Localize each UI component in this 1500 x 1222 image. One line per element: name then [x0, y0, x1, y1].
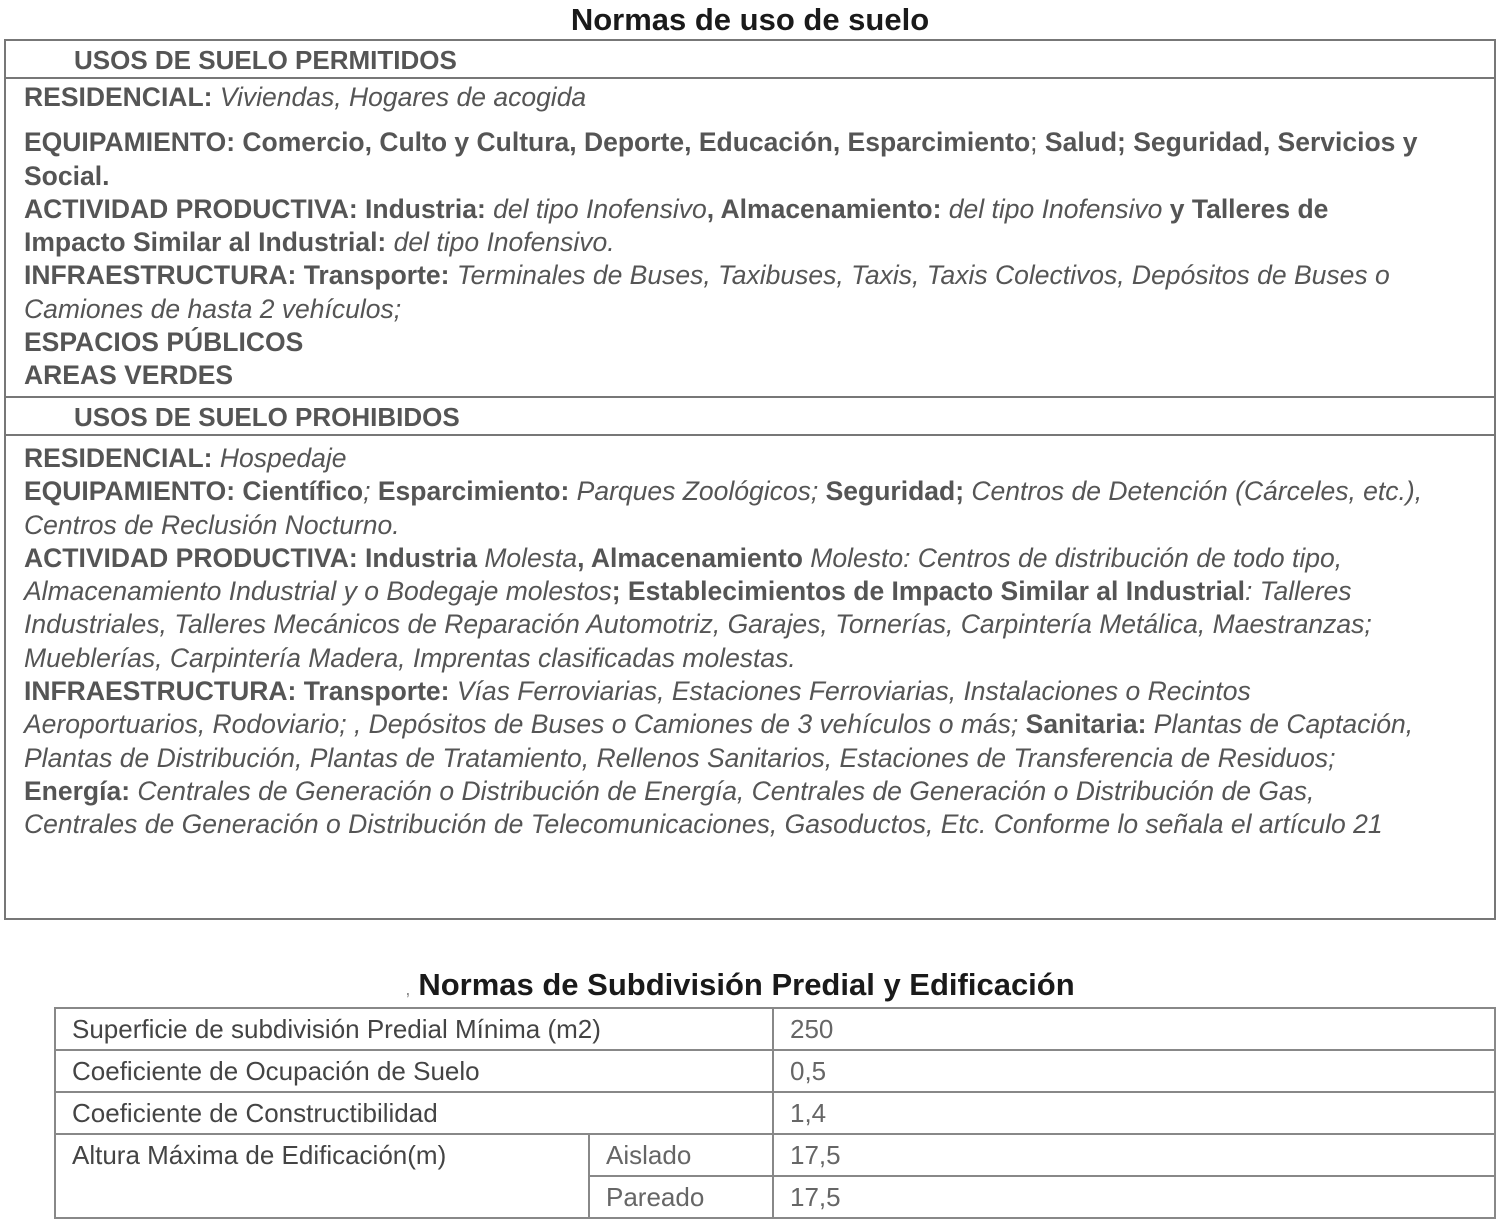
italic-text: Terminales de Buses, Taxibuses, Taxis, Taxis Colectivos, Depósitos de Buses o Camiones de hasta 2 vehículos;	[24, 260, 1390, 324]
text: ;	[1030, 127, 1045, 158]
paragraph	[24, 193, 1424, 260]
bold-text: INFRAESTRUCTURA: Transporte:	[24, 676, 457, 707]
bold-text: Seguridad;	[825, 476, 972, 507]
bold-text: , Almacenamiento:	[706, 193, 949, 224]
paragraph	[24, 126, 1424, 193]
table-row	[55, 1092, 1495, 1134]
italic-text: Vías Ferroviarias, Estaciones Ferroviarias, Instalaciones o Recintos Aeroportuarios, Rodoviario; , Depósitos de Buses o Camiones de 3 vehículos o más;	[24, 676, 1251, 740]
row-value: 17,5	[773, 1134, 1495, 1176]
italic-text: del tipo Inofensivo	[493, 193, 707, 224]
row-value: 1,4	[773, 1092, 1495, 1134]
italic-text: Molesta	[484, 542, 578, 573]
row-label: Coeficiente de Ocupación de Suelo	[55, 1050, 773, 1092]
bold-text: Salud; Seguridad, Servicios y Social.	[24, 127, 1418, 191]
sub-label: Aislado	[589, 1134, 773, 1176]
subdivision-title-text: Normas de Subdivisión Predial y Edificación	[418, 967, 1075, 1002]
page-title: Normas de uso de suelo	[570, 2, 930, 37]
paragraph	[24, 359, 1424, 392]
permitted-header: USOS DE SUELO PERMITIDOS	[6, 41, 1494, 79]
italic-text: : Talleres Industriales, Talleres Mecánicos de Reparación Automotriz, Garajes, Tornerías, Carpintería Metálica, Maestranzas; Mueblerías, Carpintería Madera, Imprentas clasificadas molestas.	[24, 576, 1372, 673]
bold-text: y Talleres de Impacto Similar al Industrial:	[24, 193, 1329, 258]
italic-text: del tipo Inofensivo	[948, 193, 1170, 224]
bold-text: Energía:	[24, 775, 138, 806]
table-row	[55, 1050, 1495, 1092]
italic-text: Molesto: Centros de distribución de todo tipo, Almacenamiento Industrial y o Bodegaje molestos	[24, 542, 1343, 607]
bold-text: EQUIPAMIENTO: Científico	[24, 476, 364, 507]
bold-text: INFRAESTRUCTURA: Transporte:	[24, 260, 457, 291]
bold-text: Sanitaria:	[1025, 709, 1154, 740]
paragraph	[24, 442, 1424, 475]
prohibited-header: USOS DE SUELO PROHIBIDOS	[6, 396, 1494, 436]
height-label: Altura Máxima de Edificación(m)	[55, 1134, 589, 1218]
paragraph	[24, 475, 1424, 542]
row-value: 250	[773, 1008, 1495, 1050]
subdivision-title	[0, 967, 1490, 1003]
bold-text: RESIDENCIAL:	[24, 82, 220, 112]
bold-text: RESIDENCIAL:	[24, 443, 220, 473]
bold-text: EQUIPAMIENTO: Comercio, Culto y Cultura, Deporte, Educación, Esparcimiento	[24, 127, 1031, 158]
subdivision-table	[54, 1007, 1496, 1219]
bold-text: , Almacenamiento	[577, 542, 811, 573]
table-row	[55, 1134, 1495, 1176]
paragraph	[24, 326, 1424, 359]
row-value: 0,5	[773, 1050, 1495, 1092]
paragraph	[24, 259, 1424, 326]
italic-text: del tipo Inofensivo.	[393, 227, 615, 258]
italic-text: Plantas de Captación, Plantas de Distribución, Plantas de Tratamiento, Rellenos Sanitarios, Estaciones de Transferencia de Residuos;	[24, 709, 1414, 773]
paragraph	[24, 675, 1424, 841]
bold-text: ACTIVIDAD PRODUCTIVA: Industria	[24, 542, 485, 573]
bold-text: AREAS VERDES	[24, 360, 234, 391]
land-use-table	[4, 39, 1496, 920]
bold-text: ESPACIOS PÚBLICOS	[24, 327, 304, 358]
row-label: Superficie de subdivisión Predial Mínima (m2)	[55, 1008, 773, 1050]
table-row	[55, 1008, 1495, 1050]
italic-text: Centros de Detención (Cárceles, etc.), Centros de Reclusión Nocturno.	[24, 476, 1423, 540]
row-label: Coeficiente de Constructibilidad	[55, 1092, 773, 1134]
row-value: 17,5	[773, 1176, 1495, 1218]
permitted-section	[6, 79, 1494, 396]
italic-text: Viviendas, Hogares de acogida	[219, 82, 587, 112]
bold-text: ACTIVIDAD PRODUCTIVA: Industria:	[24, 193, 494, 224]
paragraph	[24, 542, 1424, 675]
bold-text: ; Establecimientos de Impacto Similar al Industrial	[611, 576, 1245, 607]
title-prefix: ,	[405, 979, 411, 999]
bold-text: Esparcimiento:	[377, 476, 577, 507]
italic-text: Centrales de Generación o Distribución de Energía, Centrales de Generación o Distribución de Gas, Centrales de Generación o Distribución de Telecomunicaciones, Gasoductos, Etc. Conforme lo señala el artículo 21	[24, 775, 1383, 840]
paragraph	[24, 81, 1424, 114]
italic-text: Parques Zoológicos;	[576, 476, 826, 507]
prohibited-section	[6, 436, 1494, 842]
italic-text: ;	[363, 476, 378, 507]
italic-text: Hospedaje	[219, 443, 347, 473]
sub-label: Pareado	[589, 1176, 773, 1218]
